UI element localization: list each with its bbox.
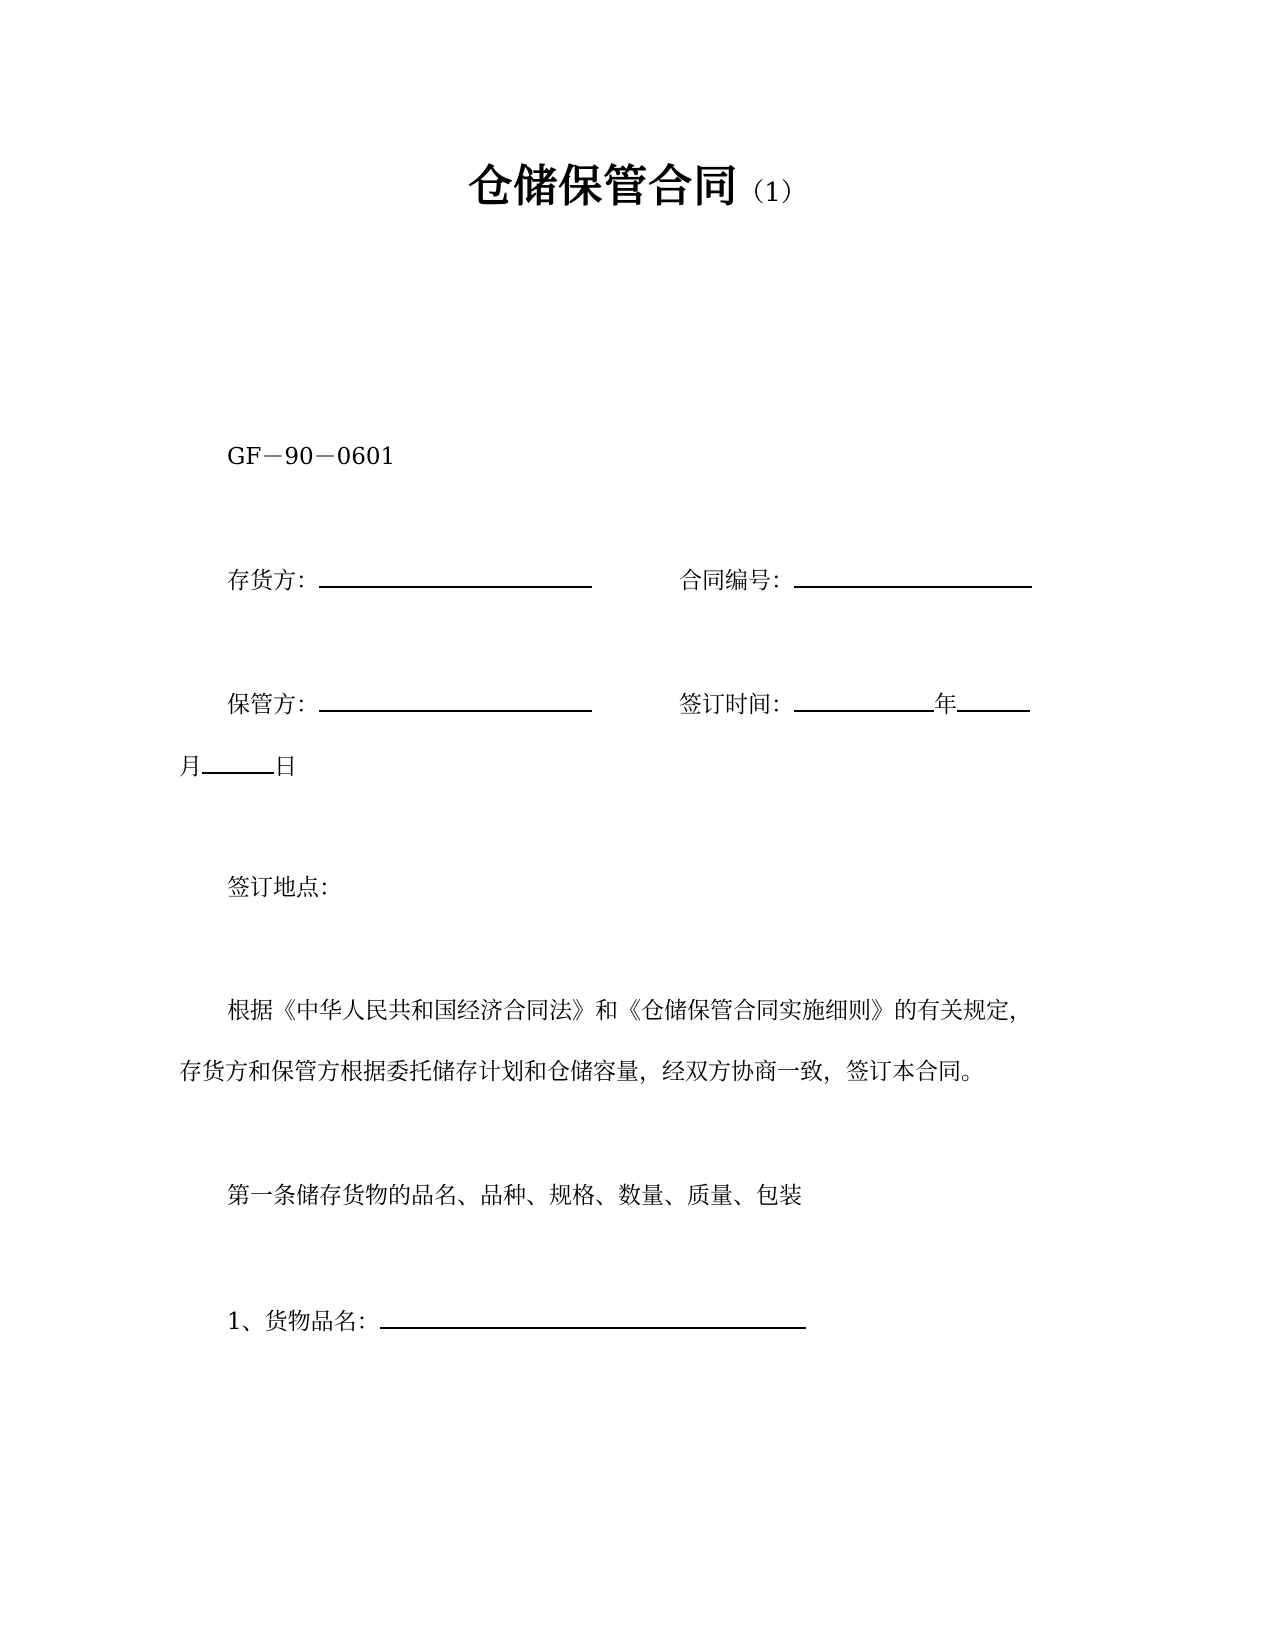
month-label: 月 xyxy=(179,754,202,780)
year-label: 年 xyxy=(934,692,957,718)
sign-place-label: 签订地点： xyxy=(227,875,342,901)
depositor-field xyxy=(227,564,592,596)
day-label: 日 xyxy=(274,754,297,780)
sign-date-label: 签订时间： xyxy=(679,692,794,718)
article-1-heading: 第一条储存货物的品名、品种、规格、数量、质量、包装 xyxy=(227,1183,802,1209)
sign-date-continued xyxy=(179,750,297,782)
document-title-block xyxy=(0,150,1275,214)
contract-number-blank[interactable] xyxy=(794,564,1032,588)
sign-month-blank[interactable] xyxy=(957,688,1030,712)
preamble-line-1: 根据《中华人民共和国经济合同法》和《仓储保管合同实施细则》的有关规定， xyxy=(227,998,1032,1024)
sign-date-field xyxy=(679,688,1030,720)
depositor-blank[interactable] xyxy=(319,564,592,588)
custodian-label: 保管方： xyxy=(227,692,319,718)
item-1-field xyxy=(227,1305,806,1337)
sign-day-blank[interactable] xyxy=(202,750,274,774)
document-title: 仓储保管合同 xyxy=(468,161,739,212)
depositor-label: 存货方： xyxy=(227,568,319,594)
item-1-label: 1、货物品名： xyxy=(227,1309,380,1335)
custodian-field xyxy=(227,688,592,720)
contract-number-field xyxy=(679,564,1032,596)
contract-number-label: 合同编号： xyxy=(679,568,794,594)
sign-year-blank[interactable] xyxy=(794,688,934,712)
goods-name-blank[interactable] xyxy=(380,1305,806,1329)
form-code: GF－90－0601 xyxy=(227,444,396,470)
custodian-blank[interactable] xyxy=(319,688,592,712)
document-title-suffix: （1） xyxy=(738,178,807,208)
preamble-line-2: 存货方和保管方根据委托储存计划和仓储容量，经双方协商一致，签订本合同。 xyxy=(179,1059,984,1085)
